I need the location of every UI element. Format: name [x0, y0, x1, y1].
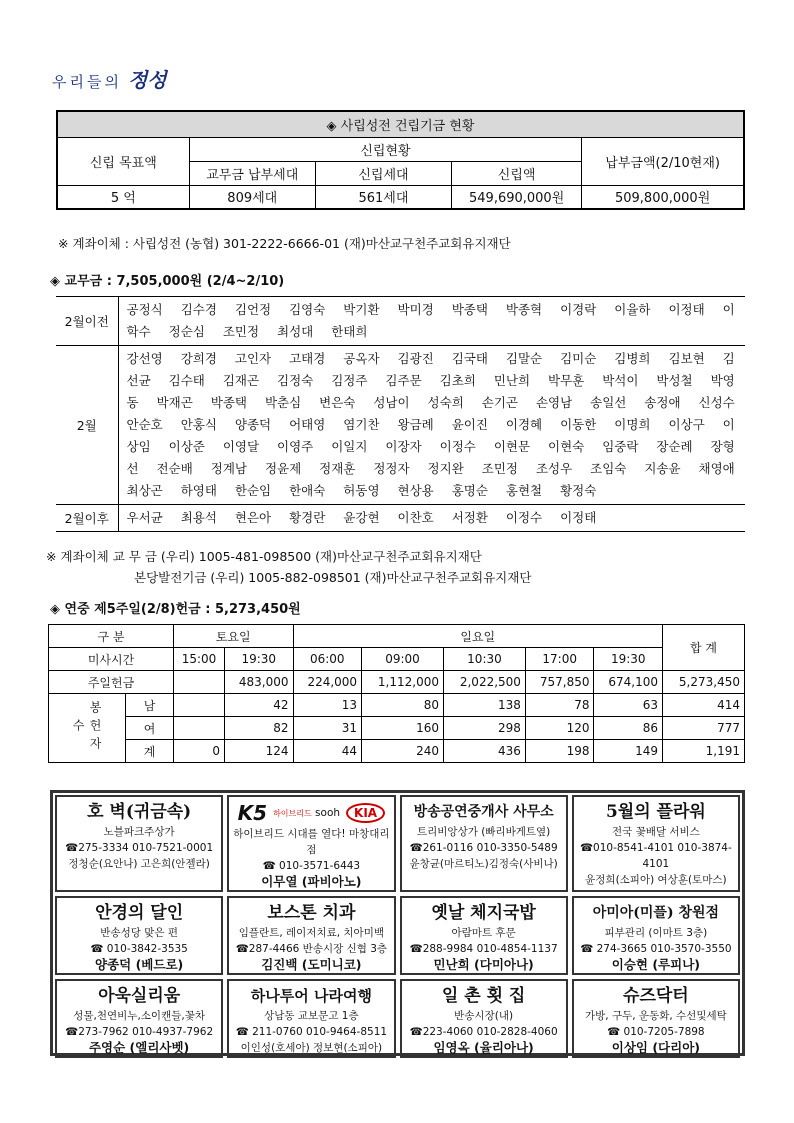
- cash-cell: 674,100: [594, 671, 663, 694]
- ad-card: [400, 795, 568, 892]
- ad-card: [400, 979, 568, 1058]
- ad-line: ☎010-8541-4101 010-3874-4101: [579, 842, 732, 870]
- ad-line: 정청순(요안나) 고은희(안젤라): [68, 858, 210, 870]
- mass-label: 미사시간: [49, 648, 174, 671]
- ad-title: 아미아(미플) 창원점: [592, 905, 720, 921]
- mass-time: 09:00: [362, 648, 444, 671]
- ad-title: 슈즈닥터: [623, 986, 689, 1006]
- ad-line: 가방, 구두, 운동화, 수선및세탁: [585, 1010, 727, 1022]
- female-cell: [174, 717, 225, 740]
- dues-row: [56, 346, 745, 505]
- female-total: 777: [663, 717, 745, 740]
- ad-line: ☎223-4060 010-2828-4060: [409, 1026, 558, 1038]
- ad-line: 반송성당 맞은 편: [100, 927, 178, 939]
- sub-pledge-households-label: 신립세대: [315, 161, 451, 185]
- dues-row: [56, 505, 745, 532]
- sum-cell: 0: [174, 740, 225, 763]
- mass-time: 19:30: [594, 648, 663, 671]
- female-cell: 120: [525, 717, 594, 740]
- ad-card: [572, 896, 740, 975]
- dues-note-line1: ※ 계좌이체 교 무 금 (우리) 1005-481-098500 (재)마산교구천주교회유지재단: [46, 549, 482, 564]
- goal-value: 5 억: [57, 185, 189, 209]
- male-total: 414: [663, 694, 745, 717]
- sum-cell: 198: [525, 740, 594, 763]
- cash-cell: 483,000: [224, 671, 293, 694]
- ad-line: 하이브리드 시대를 열다! 마창대리점: [233, 828, 390, 856]
- saturday-label: 토요일: [174, 625, 294, 648]
- ad-card: [572, 979, 740, 1058]
- sub-pledge-amount-label: 신립액: [452, 161, 582, 185]
- dues-row-names: 공정식 김수경 김언정 김영숙 박기환 박미경 박종택 박종혁 이경락 이율하 이정태 이학수 정순심 조민정 최성대 한태희: [118, 297, 745, 346]
- ad-line: 이인성(호세아) 정보현(소피아): [240, 1042, 383, 1054]
- male-cell: 42: [224, 694, 293, 717]
- ad-person: 이승현 (루피나): [611, 957, 700, 972]
- ad-line: 전국 꽃배달 서비스: [611, 826, 700, 838]
- building-fund-table: [56, 110, 745, 210]
- cash-total: 5,273,450: [663, 671, 745, 694]
- dues-header: ◈ 교무금 : 7,505,000원 (2/4~2/10): [50, 274, 285, 289]
- k5-sub-logo: [273, 805, 340, 822]
- paid-value: 509,800,000원: [582, 185, 744, 209]
- account-note: ※ 계좌이체 : 사립성전 (농협) 301-2222-6666-01 (재)마산교구천주교회유지재단: [58, 236, 511, 251]
- mass-time: 10:30: [444, 648, 526, 671]
- male-cell: 13: [293, 694, 362, 717]
- ad-line: ☎273-7962 010-4937-7962: [65, 1026, 214, 1038]
- ad-line: ☎ 010-3571-6443: [262, 860, 361, 872]
- mass-time: 06:00: [293, 648, 362, 671]
- sum-total: 1,191: [663, 740, 745, 763]
- ad-title: 보스톤 치과: [267, 903, 356, 923]
- ad-line: 아람마트 후문: [451, 927, 516, 939]
- male-cell: 78: [525, 694, 594, 717]
- ad-person: 김진백 (도미니코): [261, 957, 362, 972]
- ad-title: 아욱실리움: [98, 986, 181, 1006]
- k5-logo: K5: [237, 801, 268, 825]
- dues-table: [56, 296, 745, 532]
- sunday-label: 일요일: [293, 625, 663, 648]
- ad-card: [55, 795, 223, 892]
- kia-logo: [229, 800, 393, 826]
- ad-line: 임플란트, 레이저치료, 치아미백: [238, 927, 384, 939]
- ad-title: 옛날 체지국밥: [431, 903, 536, 923]
- dues-row-label: 2월이후: [56, 505, 118, 532]
- male-label: 남: [126, 694, 174, 717]
- male-cell: 80: [362, 694, 444, 717]
- ad-line: ☎ 211-0760 010-9464-8511: [235, 1026, 388, 1038]
- cash-cell: 2,022,500: [444, 671, 526, 694]
- col-group-label: 구 분: [49, 625, 174, 648]
- sum-label: 계: [126, 740, 174, 763]
- ad-card: [572, 795, 740, 892]
- building-fund-title: ◈ 사립성전 건립기금 현황: [57, 111, 744, 137]
- ad-card: [55, 979, 223, 1058]
- pledge-amount-value: 549,690,000원: [452, 185, 582, 209]
- ad-person: 이무열 (파비아노): [261, 874, 362, 889]
- dues-row-label: 2월이전: [56, 297, 118, 346]
- ad-line: ☎261-0116 010-3350-5489: [409, 842, 558, 854]
- cash-cell: [174, 671, 225, 694]
- cash-cell: 224,000: [293, 671, 362, 694]
- ad-line: 트리비앙상가 (빠리바게트옆): [417, 826, 551, 838]
- heading-big: 정성: [127, 68, 167, 92]
- male-cell: 138: [444, 694, 526, 717]
- female-cell: 31: [293, 717, 362, 740]
- female-cell: 86: [594, 717, 663, 740]
- page-heading: [52, 64, 167, 93]
- ad-line: 피부관리 (이마트 3층): [604, 927, 708, 939]
- cash-label: 주일헌금: [49, 671, 174, 694]
- ad-title: 하나투어 나라여행: [250, 987, 372, 1005]
- status-label: 신립현황: [189, 137, 582, 161]
- dues-row-names: 강선영 강희경 고인자 고태경 공옥자 김광진 김국태 김말순 김미순 김병희 김보현 김선균 김수태 김재곤 김정숙 김정주 김주문 김초희 민난희 박무훈 박석이 박성철 박영동 박재곤 박종택 박춘심 변은숙 성남이 성숙희 손기곤 손영남 송일선 송정애 신성수 안순호 안홍식 양종덕 어태영 염기찬 왕금례 윤이진 이경혜 이동한 이명희 이상구 이상임 이상준 이영달 이영주 이일지 이장자 이정수 이현문 이현숙 임중락 장순례 장형선 전순배 정계남 정윤제 정재훈 정정자 정지완 조민정 조성우 조임숙 지송윤 채영애 최상곤 하영태 한순임 한애숙 허동영 현상용 홍명순 홍현철 황정숙: [118, 346, 745, 505]
- dues-account-note: [46, 546, 531, 588]
- dues-row-label: 2월: [56, 346, 118, 505]
- ad-line: 반송시장(내): [454, 1010, 514, 1022]
- ad-card: [227, 795, 395, 892]
- ad-card: [227, 896, 395, 975]
- dues-row-names: 우서균 최용석 현은아 황경란 윤강현 이찬호 서정환 이정수 이정태: [118, 505, 745, 532]
- mass-time: 15:00: [174, 648, 225, 671]
- ad-title: 안경의 달인: [95, 903, 184, 923]
- pledge-households-value: 561세대: [315, 185, 451, 209]
- ad-line: ☎287-4466 반송시장 신협 3층: [235, 943, 388, 955]
- sooh-label: sooh: [315, 806, 341, 819]
- ad-title: 방송공연중개사 사무소: [413, 804, 554, 820]
- sum-cell: 240: [362, 740, 444, 763]
- male-cell: [174, 694, 225, 717]
- offering-table: [48, 624, 745, 763]
- mass-time: 17:00: [525, 648, 594, 671]
- heading-small: 우리들의: [52, 73, 122, 91]
- ad-title: 일 촌 횟 집: [441, 986, 526, 1006]
- sum-cell: 149: [594, 740, 663, 763]
- ad-line: ☎275-3334 010-7521-0001: [65, 842, 214, 854]
- cash-cell: 757,850: [525, 671, 594, 694]
- ad-person: 임영옥 (율리아나): [433, 1040, 534, 1055]
- ad-card: [227, 979, 395, 1058]
- female-cell: 82: [224, 717, 293, 740]
- total-label: 합 계: [663, 625, 745, 671]
- ad-line: ☎ 274-3665 010-3570-3550: [580, 943, 732, 955]
- dues-note-line2: 본당발전기금 (우리) 1005-882-098501 (재)마산교구천주교회유지재단: [134, 570, 532, 585]
- ad-line: 상남동 교보문고 1층: [264, 1010, 359, 1022]
- ad-line: ☎ 010-7205-7898: [607, 1026, 705, 1038]
- ad-card: [400, 896, 568, 975]
- sub-households-label: 교무금 납부세대: [189, 161, 315, 185]
- ad-person: 주영순 (엘리사벳): [88, 1040, 190, 1055]
- ad-person: 이상임 (다리아): [611, 1040, 700, 1055]
- female-cell: 298: [444, 717, 526, 740]
- ad-line: 윤창균(마르티노)김정숙(사비나): [409, 858, 558, 870]
- sum-cell: 436: [444, 740, 526, 763]
- ad-person: 양종덕 (베드로): [95, 957, 184, 972]
- female-label: 여: [126, 717, 174, 740]
- male-cell: 63: [594, 694, 663, 717]
- ad-line: ☎288-9984 010-4854-1137: [409, 943, 558, 955]
- dues-row: [56, 297, 745, 346]
- offering-header: ◈ 연중 제5주일(2/8)헌금 : 5,273,450원: [50, 602, 301, 617]
- ad-line: 노블파크주상가: [103, 826, 175, 838]
- sum-cell: 124: [224, 740, 293, 763]
- ad-line: ☎ 010-3842-3535: [90, 943, 188, 955]
- mass-time: 19:30: [224, 648, 293, 671]
- sum-cell: 44: [293, 740, 362, 763]
- servers-label: 봉헌자수: [49, 694, 126, 763]
- ad-title: 호 벽(귀금속): [87, 802, 192, 822]
- ad-grid: [50, 790, 745, 1056]
- ad-person: 민난희 (다미아나): [433, 957, 534, 972]
- cash-cell: 1,112,000: [362, 671, 444, 694]
- kia-badge: KIA: [346, 803, 385, 823]
- households-value: 809세대: [189, 185, 315, 209]
- goal-label: 신립 목표액: [57, 137, 189, 185]
- ad-title: 5월의 플라워: [605, 802, 706, 822]
- hybrid-label: 하이브리드: [273, 808, 312, 818]
- ad-line: 윤정희(소피아) 여상훈(토마스): [585, 874, 727, 886]
- ad-line: 성물,천연비누,소이캔들,꽃차: [73, 1010, 205, 1022]
- female-cell: 160: [362, 717, 444, 740]
- paid-label: 납부금액(2/10현재): [582, 137, 744, 185]
- ad-card: [55, 896, 223, 975]
